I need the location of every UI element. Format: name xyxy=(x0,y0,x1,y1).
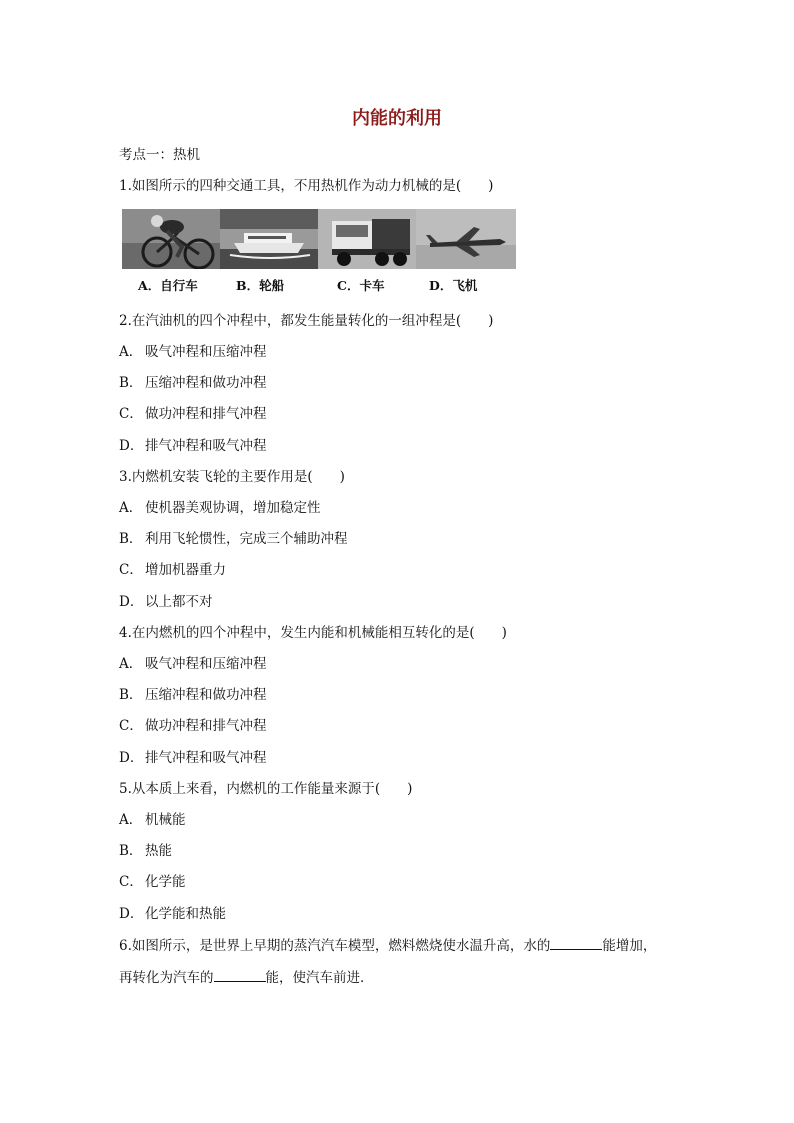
option-text: 热能 xyxy=(145,843,172,859)
caption-d: D．飞机 xyxy=(429,278,478,293)
option-text: 压缩冲程和做功冲程 xyxy=(145,687,267,703)
q6-text-4: 能，使汽车前进． xyxy=(265,970,374,986)
option-letter: C． xyxy=(119,874,143,890)
q5-option-b xyxy=(119,841,172,861)
question-6-line-1 xyxy=(119,935,656,956)
q3-option-b xyxy=(119,529,348,549)
option-text: 排气冲程和吸气冲程 xyxy=(145,750,267,766)
ship-image xyxy=(220,209,318,269)
q3-option-a xyxy=(119,498,321,518)
q4-option-d xyxy=(119,748,267,768)
caption-b: B．轮船 xyxy=(236,278,285,293)
vehicle-images xyxy=(122,209,516,269)
q4-option-c xyxy=(119,716,267,736)
option-letter: D． xyxy=(119,750,144,766)
option-text: 增加机器重力 xyxy=(145,562,226,578)
option-text: 机械能 xyxy=(145,812,186,828)
option-letter: B． xyxy=(119,843,143,859)
option-letter: D． xyxy=(119,594,144,610)
option-letter: B． xyxy=(119,375,143,391)
question-4-stem: 4.在内燃机的四个冲程中，发生内能和机械能相互转化的是( ) xyxy=(119,625,507,641)
option-letter: C． xyxy=(119,718,143,734)
option-letter: C． xyxy=(119,562,143,578)
option-letter: B． xyxy=(119,531,143,547)
question-2-stem: 2.在汽油机的四个冲程中，都发生能量转化的一组冲程是( ) xyxy=(119,313,494,329)
q6-text-1: 6.如图所示，是世界上早期的蒸汽汽车模型，燃料燃烧使水温升高，水的 xyxy=(119,938,551,954)
q3-option-c xyxy=(119,560,226,580)
q4-option-b xyxy=(119,685,267,705)
question-1-stem: 1.如图所示的四种交通工具，不用热机作为动力机械的是( ) xyxy=(119,178,494,194)
option-text: 吸气冲程和压缩冲程 xyxy=(145,344,267,360)
section-heading: 考点一：热机 xyxy=(119,147,200,163)
question-6-line-2 xyxy=(119,967,374,988)
option-letter: D． xyxy=(119,906,144,922)
option-letter: C． xyxy=(119,406,143,422)
q2-option-b xyxy=(119,373,267,393)
caption-a: A．自行车 xyxy=(138,278,198,293)
q5-option-a xyxy=(119,810,186,830)
option-letter: D． xyxy=(119,438,144,454)
page-title: 内能的利用 xyxy=(352,108,442,129)
q3-option-d xyxy=(119,592,213,612)
question-5-stem: 5.从本质上来看，内燃机的工作能量来源于( ) xyxy=(119,781,413,797)
option-text: 做功冲程和排气冲程 xyxy=(145,406,267,422)
q2-option-c xyxy=(119,404,267,424)
option-letter: A． xyxy=(119,656,143,672)
question-3-stem: 3.内燃机安装飞轮的主要作用是( ) xyxy=(119,469,345,485)
q5-option-c xyxy=(119,872,186,892)
option-text: 做功冲程和排气冲程 xyxy=(145,718,267,734)
option-letter: A． xyxy=(119,344,143,360)
option-letter: A． xyxy=(119,500,143,516)
caption-c: C．卡车 xyxy=(337,278,385,293)
airplane-image xyxy=(416,209,516,269)
q6-text-3: 再转化为汽车的 xyxy=(119,970,214,986)
option-text: 吸气冲程和压缩冲程 xyxy=(145,656,267,672)
answer-blank-1[interactable] xyxy=(550,935,602,950)
option-text: 化学能 xyxy=(145,874,186,890)
q2-option-d xyxy=(119,436,267,456)
option-text: 压缩冲程和做功冲程 xyxy=(145,375,267,391)
vehicle-captions xyxy=(0,276,794,296)
q4-option-a xyxy=(119,654,267,674)
q6-text-2: 能增加， xyxy=(602,938,657,954)
q5-option-d xyxy=(119,904,226,924)
option-text: 排气冲程和吸气冲程 xyxy=(145,438,267,454)
q2-option-a xyxy=(119,342,267,362)
option-letter: B． xyxy=(119,687,143,703)
option-text: 化学能和热能 xyxy=(145,906,226,922)
option-letter: A． xyxy=(119,812,143,828)
option-text: 使机器美观协调，增加稳定性 xyxy=(145,500,321,516)
answer-blank-2[interactable] xyxy=(214,967,266,982)
option-text: 利用飞轮惯性，完成三个辅助冲程 xyxy=(145,531,348,547)
bicycle-image xyxy=(122,209,220,269)
truck-image xyxy=(318,209,416,269)
option-text: 以上都不对 xyxy=(145,594,213,610)
